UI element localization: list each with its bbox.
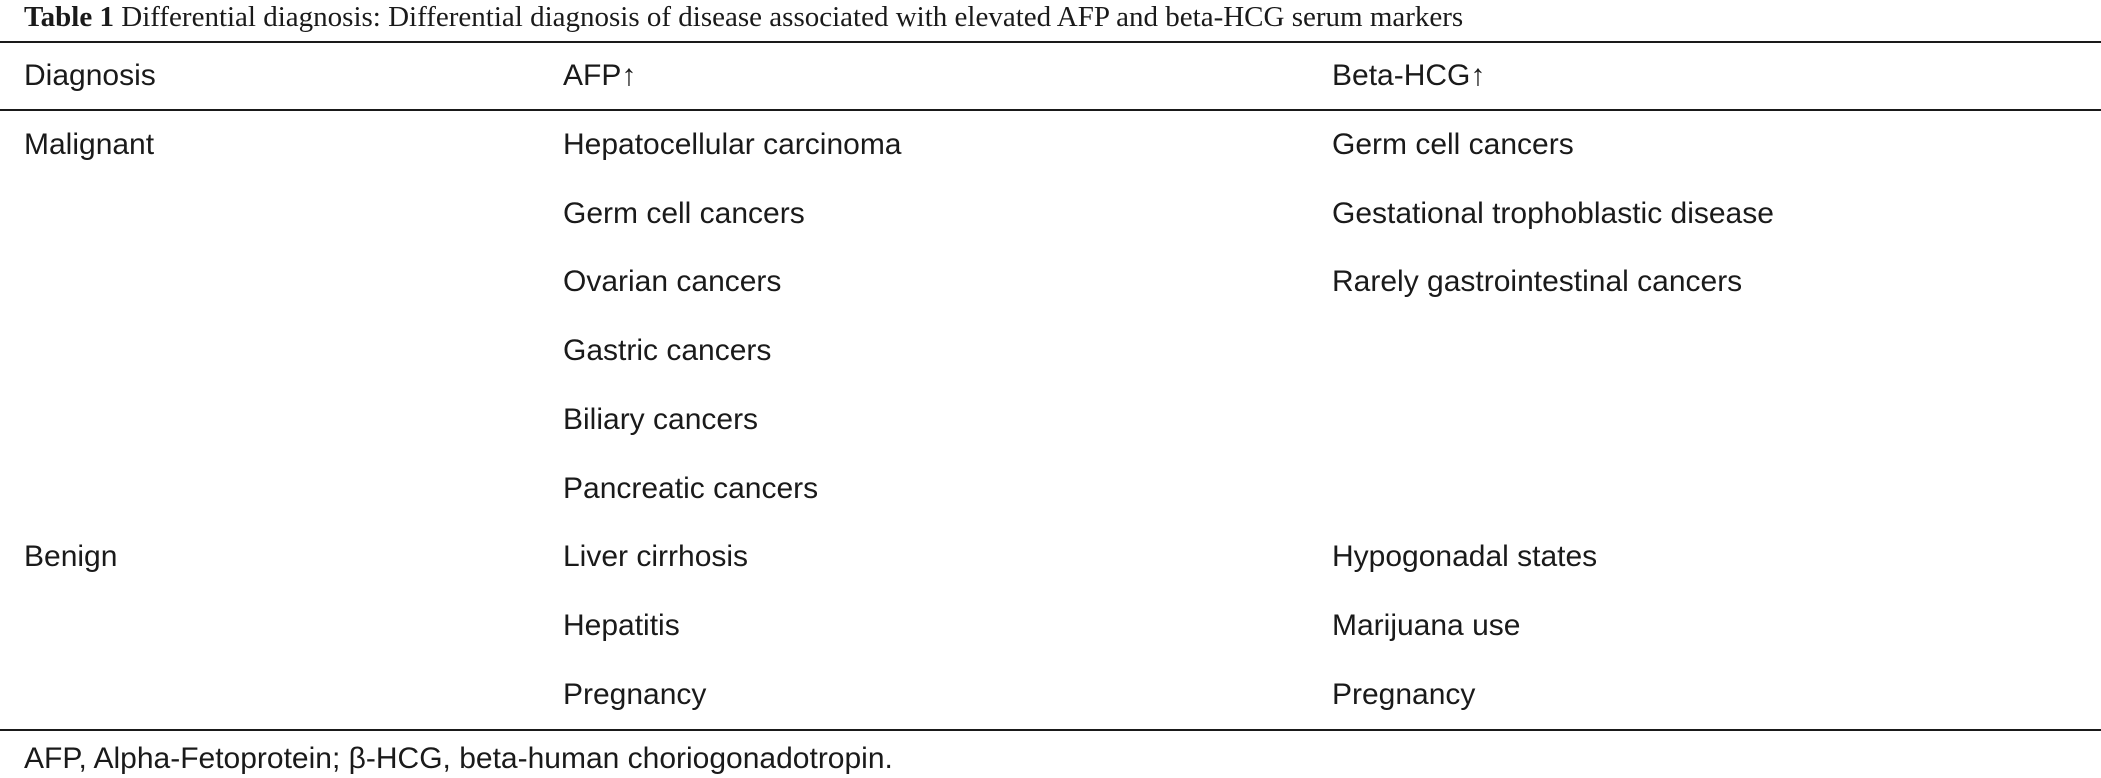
table-caption bbox=[24, 0, 1463, 36]
column-header-diagnosis: Diagnosis bbox=[24, 59, 156, 92]
table-cell-afp: Gastric cancers bbox=[563, 334, 772, 368]
table-top-rule bbox=[0, 41, 2101, 43]
table-cell-beta-hcg: Marijuana use bbox=[1332, 608, 1521, 642]
table-cell-beta-hcg: Rarely gastrointestinal cancers bbox=[1332, 265, 1743, 299]
table-cell-afp: Hepatitis bbox=[563, 608, 680, 642]
column-header-afp: AFP↑ bbox=[563, 59, 637, 92]
table-cell-afp: Biliary cancers bbox=[563, 402, 759, 436]
table-cell-beta-hcg: Pregnancy bbox=[1332, 677, 1476, 711]
table-header-rule bbox=[0, 109, 2101, 111]
table-cell-afp: Liver cirrhosis bbox=[563, 540, 749, 574]
table-cell-afp: Pancreatic cancers bbox=[563, 471, 819, 505]
table-bottom-rule bbox=[0, 729, 2101, 731]
table-cell-afp: Germ cell cancers bbox=[563, 196, 805, 230]
table-cell-afp: Ovarian cancers bbox=[563, 265, 782, 299]
table-cell-diagnosis: Malignant bbox=[24, 128, 155, 161]
table-cell-beta-hcg: Germ cell cancers bbox=[1332, 128, 1574, 161]
table-cell-afp: Hepatocellular carcinoma bbox=[563, 128, 902, 161]
table-cell-diagnosis: Benign bbox=[24, 540, 118, 574]
table-caption-text: Differential diagnosis: Differential diagnosis of disease associated with elevated AFP and beta-HCG serum markers bbox=[114, 1, 1464, 33]
table-caption-label: Table 1 bbox=[24, 1, 114, 33]
table-footnote: AFP, Alpha-Fetoprotein; β-HCG, beta-human choriogonadotropin. bbox=[24, 742, 893, 775]
table-cell-beta-hcg: Hypogonadal states bbox=[1332, 540, 1598, 574]
column-header-beta-hcg: Beta-HCG↑ bbox=[1332, 59, 1486, 92]
table-cell-beta-hcg: Gestational trophoblastic disease bbox=[1332, 196, 1774, 230]
table-cell-afp: Pregnancy bbox=[563, 677, 707, 711]
